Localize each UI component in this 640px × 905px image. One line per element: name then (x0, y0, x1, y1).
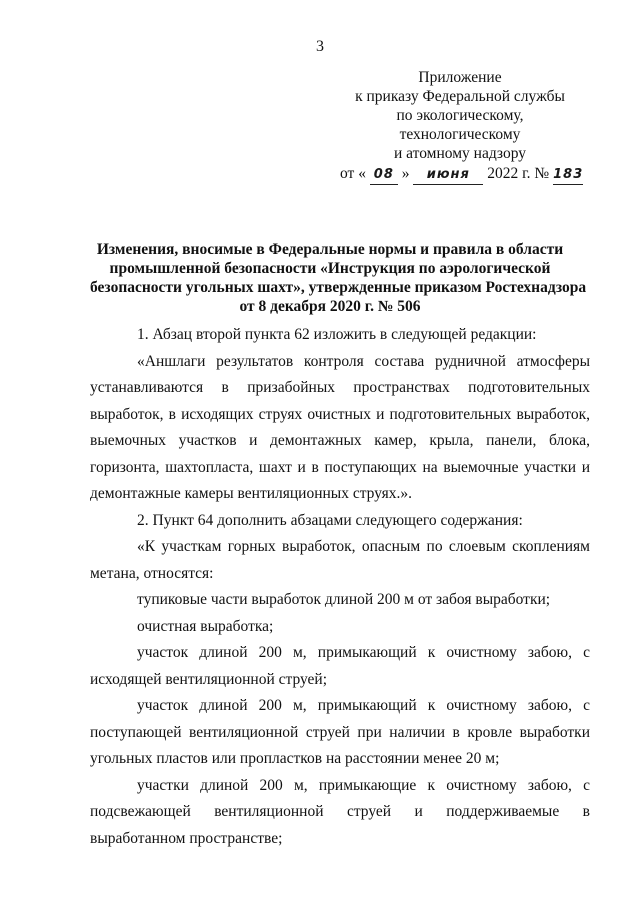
paragraph-item-1: 1. Абзац второй пункта 62 изложить в следующей редакции: (137, 326, 537, 343)
handwritten-day: 08 (370, 165, 398, 185)
list-entry: участок длиной 200 м, примыкающий к очистному забою, с поступающей вентиляционной струей при наличии в кровле выработки угольных пластов или пропластков на расстоянии менее 20 м; (90, 697, 590, 767)
year-text: 2022 г. № (487, 165, 550, 182)
date-prefix: от « (340, 165, 366, 182)
appendix-line: и атомному надзору (394, 145, 526, 162)
appendix-line: Приложение (418, 69, 502, 86)
paragraph-item-2: 2. Пункт 64 дополнить абзацами следующего содержания: (137, 511, 523, 529)
appendix-block (340, 68, 584, 185)
appendix-line: по экологическому, (396, 107, 524, 124)
document-body (90, 322, 590, 852)
list-entry: очистная выработка; (137, 617, 274, 635)
handwritten-order-number: 183 (553, 165, 583, 185)
date-mid: » (401, 165, 410, 182)
list-entry: участки длиной 200 м, примыкающие к очистному забою, с подсвежающей вентиляционной струей и поддерживаемые в выработанном пространстве; (90, 776, 590, 847)
paragraph-quote-2: «К участкам горных выработок, опасным по слоевым скоплениям метана, относятся: (90, 538, 590, 582)
appendix-line: к приказу Федеральной службы (355, 88, 565, 105)
paragraph-quote-1: «Аншлаги результатов контроля состава рудничной атмосферы устанавливаются в призабойных пространствах подготовительных выработок, в исходящих струях очистных и подготовительных выработок, выемочных участков и демонтажных камер, крыла, панели, блока, горизонта, шахтопласта, шахт и в поступающих на выемочные участки и демонтажные камеры вентиляционных струях.». (90, 352, 590, 502)
list-entry: участок длиной 200 м, примыкающий к очистному забою, с исходящей вентиляционной струей; (90, 644, 590, 688)
title-line: от 8 декабря 2020 г. № 506 (239, 298, 421, 315)
document-title (90, 240, 587, 316)
title-line: промышленной безопасности «Инструкция по аэрологической (109, 260, 551, 277)
page-number: 3 (316, 38, 324, 55)
handwritten-month: июня (413, 165, 483, 185)
title-line: безопасности угольных шахт», утвержденные приказом Ростехнадзора (90, 279, 587, 296)
appendix-line: технологическому (399, 126, 521, 143)
order-date-line (340, 164, 584, 185)
list-entry: тупиковые части выработок длиной 200 м от забоя выработки; (137, 591, 551, 608)
title-line: Изменения, вносимые в Федеральные нормы и правила в области (96, 241, 564, 258)
